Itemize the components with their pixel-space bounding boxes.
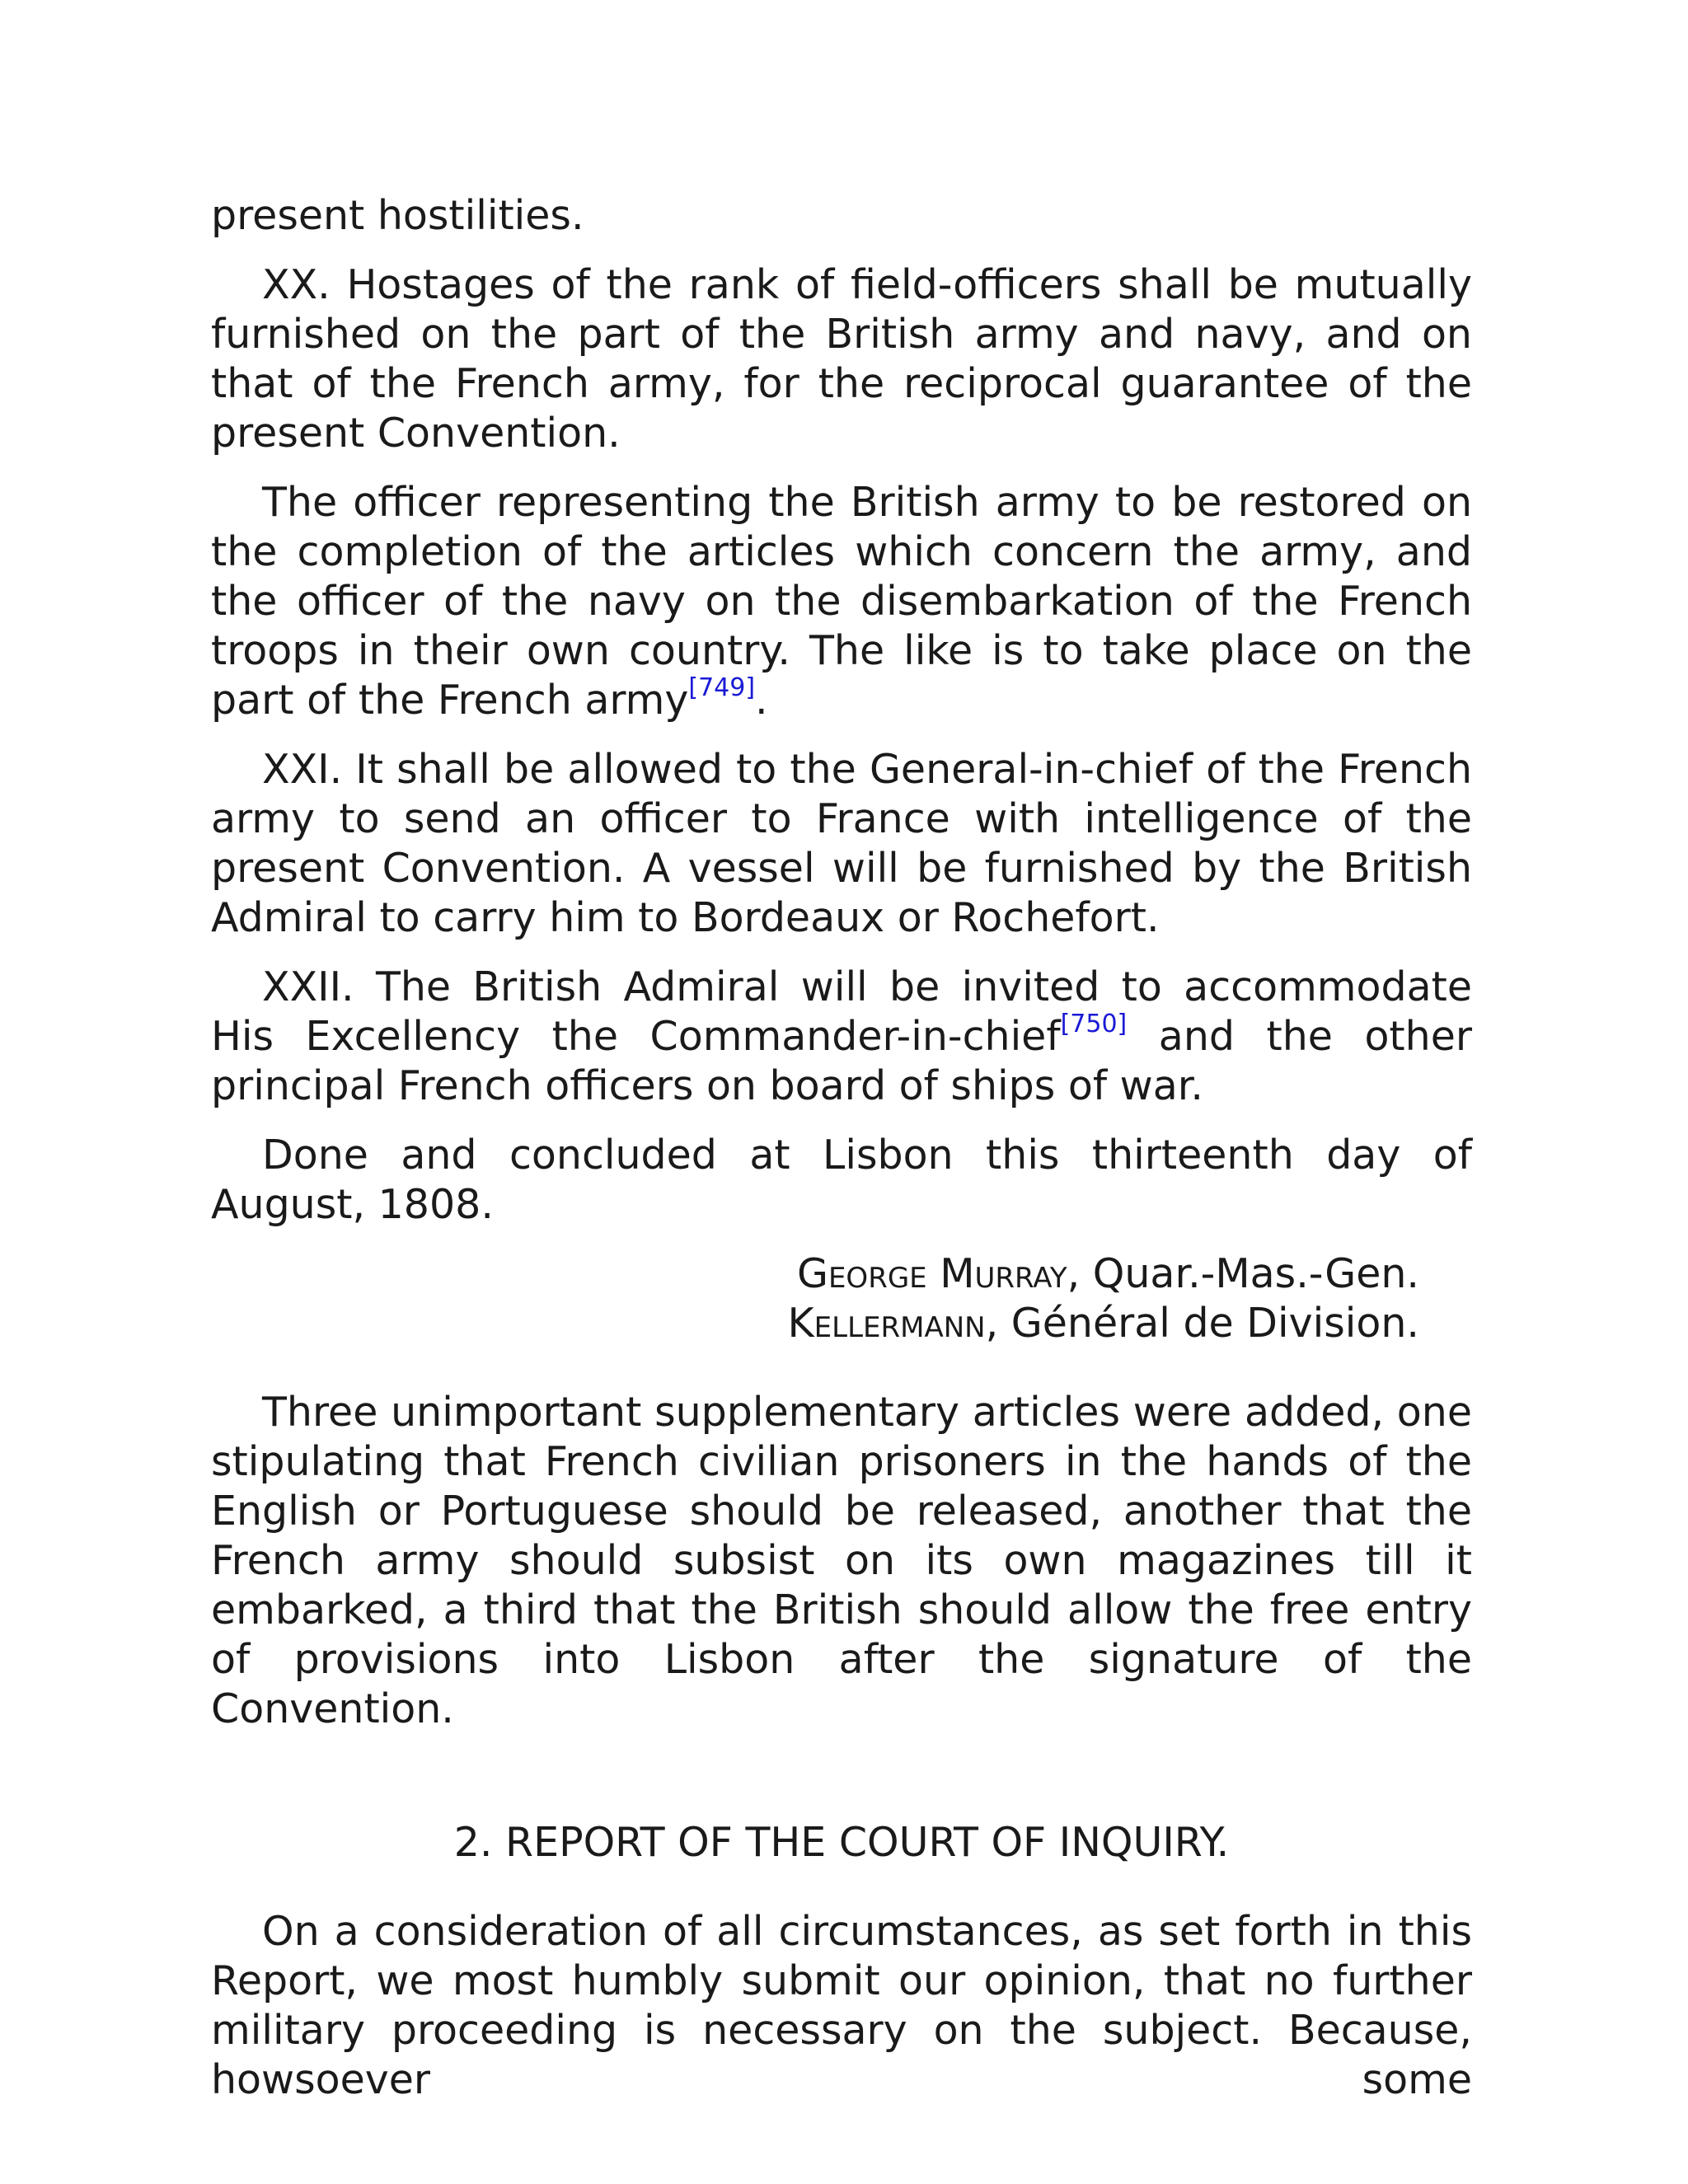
signature-kellermann xyxy=(211,1299,1419,1348)
article-xxii-paragraph xyxy=(211,963,1472,1111)
signatory-name: George Murray xyxy=(796,1250,1067,1297)
paragraph-continuation: present hostilities. xyxy=(211,192,584,239)
conclusion-paragraph: Done and concluded at Lisbon this thirteenth day of August, 1808. xyxy=(211,1132,1472,1228)
article-xxi-paragraph: XXI. It shall be allowed to the General-in-chief of the French army to send an officer to France with intelligence of the present Convention. A vessel will be furnished by the British Admiral to carry him to Bordeaux or Rochefort. xyxy=(211,746,1472,941)
signatory-title: , Général de Division. xyxy=(985,1300,1419,1347)
paragraph-end: . xyxy=(755,677,768,724)
paragraph-text: The officer representing the British army to be restored on the completion of the articles which concern the army, and the officer of the navy on the disembarkation of the French troops in their own country. The like is to take place on the part of the French army xyxy=(211,479,1472,724)
section-heading: 2. REPORT OF THE COURT OF INQUIRY. xyxy=(453,1819,1230,1866)
signature-murray xyxy=(211,1249,1419,1299)
report-paragraph: On a consideration of all circumstances, as set forth in this Report, we most humbly submit our opinion, that no further military proceeding is necessary on the subject. Because, howsoever some xyxy=(211,1908,1472,2103)
footnote-link-750[interactable]: [750] xyxy=(1060,1010,1128,1038)
supplementary-articles-paragraph: Three unimportant supplementary articles were added, one stipulating that French civilian prisoners in the hands of the English or Portuguese should be released, another that the French army should subsist on its own magazines till it embarked, a third that the British should allow the free entry of provisions into Lisbon after the signature of the Convention. xyxy=(211,1389,1472,1732)
footnote-link-749[interactable]: [749] xyxy=(688,673,756,702)
signatory-title: , Quar.-Mas.-Gen. xyxy=(1067,1250,1419,1297)
document-page xyxy=(211,191,1472,2125)
paragraph-end: and the other principal French officers on board of ships of war. xyxy=(211,1013,1472,1109)
signature-block xyxy=(211,1249,1472,1348)
paragraph-text: XXII. The British Admiral will be invited to accommodate His Excellency the Commander-in-chief xyxy=(211,963,1472,1060)
signatory-name: Kellermann xyxy=(787,1300,986,1347)
article-xx-paragraph: XX. Hostages of the rank of field-officers shall be mutually furnished on the part of the British army and navy, and on that of the French army, for the reciprocal guarantee of the present Convention. xyxy=(211,261,1472,457)
officer-restoration-paragraph xyxy=(211,478,1472,725)
